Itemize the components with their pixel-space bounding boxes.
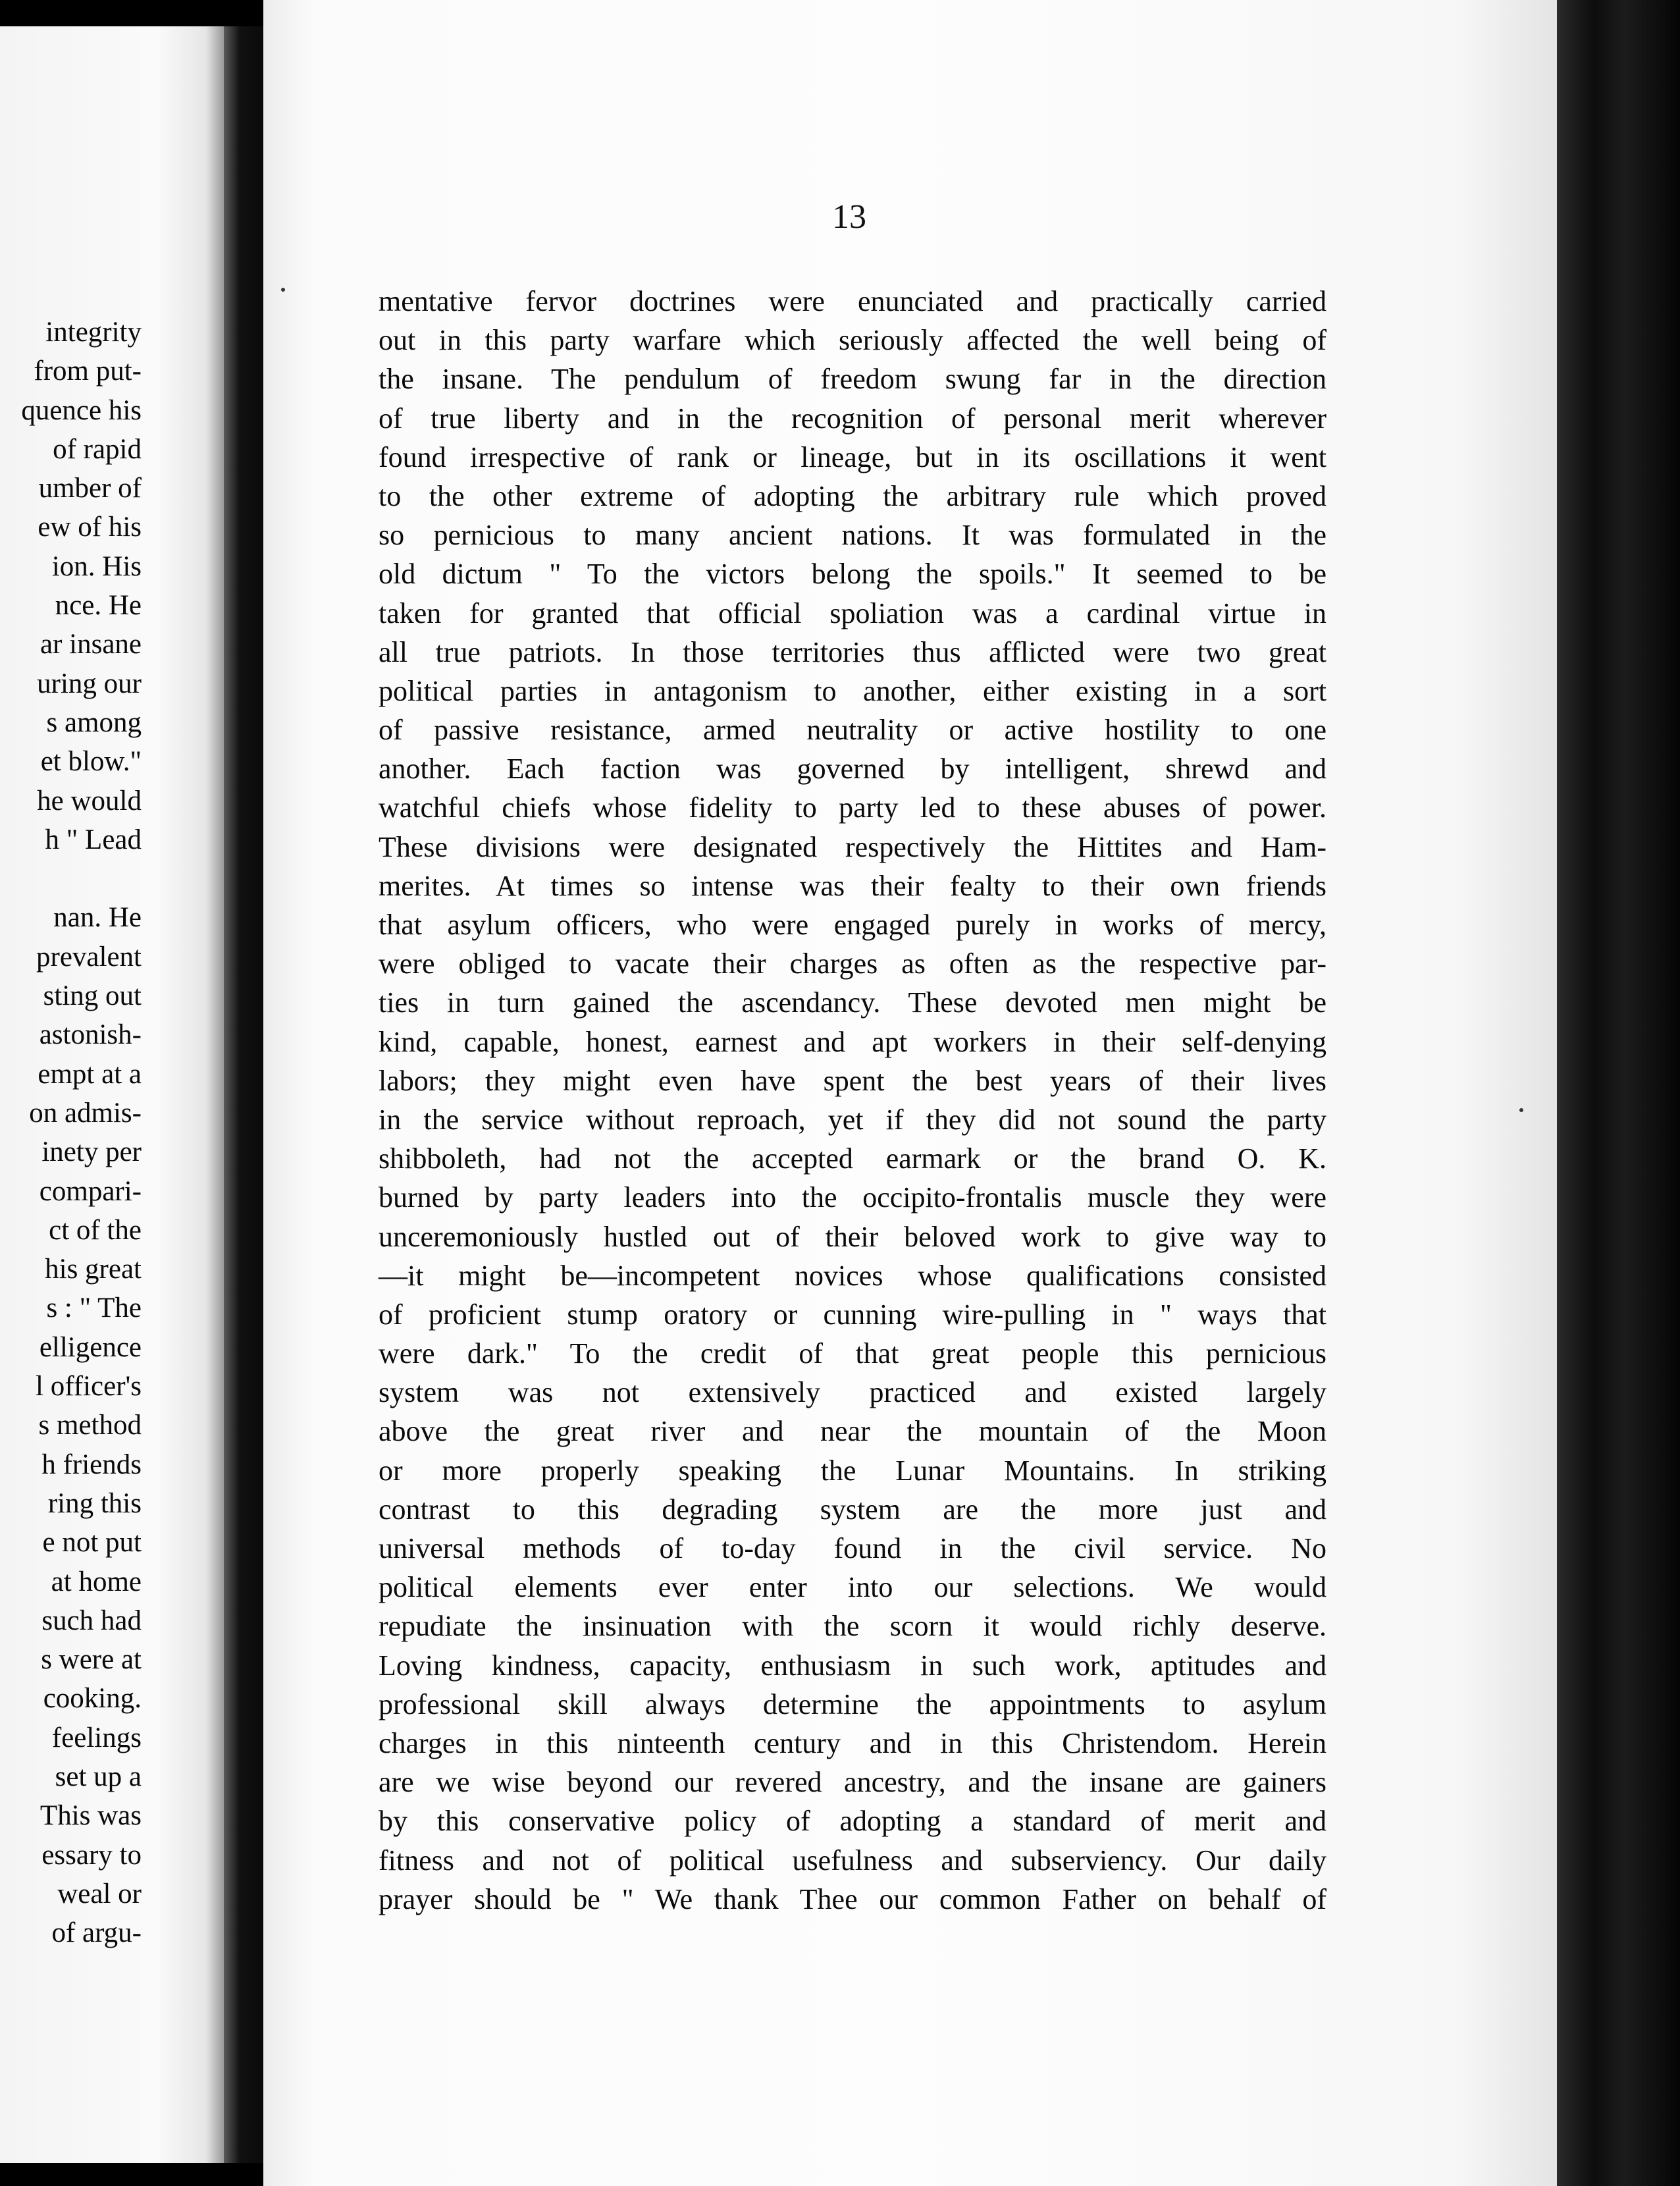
text-line: old dictum " To the victors belong the spoils." It seemed to be bbox=[379, 558, 1326, 591]
left-page-line: h " Lead bbox=[45, 824, 142, 855]
text-line: found irrespective of rank or lineage, but in its oscillations it went bbox=[379, 440, 1326, 473]
text-line: out in this party warfare which seriously affected the well being of bbox=[379, 324, 1326, 357]
left-page-line: set up a bbox=[55, 1761, 142, 1792]
text-line: of passive resistance, armed neutrality or active hostility to one bbox=[379, 714, 1326, 747]
left-page-line bbox=[0, 859, 142, 898]
text-line: in the service without reproach, yet if they did not sound the party bbox=[379, 1103, 1326, 1136]
left-page-line: at home bbox=[51, 1566, 142, 1597]
left-page-line: ion. His bbox=[51, 550, 142, 582]
left-page-line: ar insane bbox=[39, 629, 142, 660]
text-line: kind, capable, honest, earnest and apt workers in their self-denying bbox=[379, 1025, 1326, 1058]
text-line: fitness and not of political usefulness and subserviency. Our daily bbox=[379, 1844, 1326, 1877]
left-page-line: compari- bbox=[39, 1175, 142, 1207]
text-line: to the other extreme of adopting the arbitrary rule which proved bbox=[379, 479, 1326, 512]
text-line: were dark." To the credit of that great people this pernicious bbox=[379, 1337, 1326, 1370]
text-line: that asylum officers, who were engaged purely in works of mercy, bbox=[379, 909, 1326, 941]
left-page-line: he would bbox=[37, 785, 142, 816]
left-page-line: inety per bbox=[41, 1136, 142, 1168]
left-page-line: h friends bbox=[41, 1449, 142, 1480]
left-page-text-fragments bbox=[0, 313, 142, 1952]
text-line: above the great river and near the mountain of the Moon bbox=[379, 1415, 1326, 1448]
left-page-line: prevalent bbox=[36, 941, 142, 973]
left-page-line: l officer's bbox=[36, 1371, 142, 1402]
left-page-line: from put- bbox=[34, 356, 142, 387]
text-line: —it might be—incompetent novices whose qualifications consisted bbox=[379, 1259, 1326, 1292]
text-line: are we wise beyond our revered ancestry, and the insane are gainers bbox=[379, 1766, 1326, 1799]
left-page-line: et blow." bbox=[40, 746, 142, 778]
text-line: universal methods of to-day found in the civil service. No bbox=[379, 1532, 1326, 1564]
left-page-line: ew of his bbox=[38, 512, 142, 543]
page-number: 13 bbox=[832, 198, 866, 236]
body-text bbox=[379, 282, 1326, 1919]
left-page-line: such had bbox=[41, 1605, 142, 1636]
text-line: prayer should be " We thank Thee our common Father on behalf of bbox=[379, 1882, 1326, 1915]
left-page-line: uring our bbox=[37, 668, 142, 699]
text-line: Loving kindness, capacity, enthusiasm in such work, aptitudes and bbox=[379, 1649, 1326, 1682]
ink-speck bbox=[1519, 1108, 1523, 1112]
left-page-line: empt at a bbox=[38, 1058, 142, 1090]
left-page-line: ring this bbox=[47, 1487, 142, 1519]
book-gutter bbox=[224, 26, 263, 2163]
text-line: or more properly speaking the Lunar Mountains. In striking bbox=[379, 1454, 1326, 1487]
text-line: mentative fervor doctrines were enunciated and practically carried bbox=[379, 285, 1326, 317]
text-line: These divisions were designated respectively the Hittites and Ham- bbox=[379, 830, 1326, 863]
left-page-line: cooking. bbox=[43, 1683, 142, 1715]
text-line: of proficient stump oratory or cunning wire-pulling in " ways that bbox=[379, 1298, 1326, 1331]
left-page-line: of rapid bbox=[53, 433, 142, 465]
text-line: system was not extensively practiced and existed largely bbox=[379, 1376, 1326, 1409]
text-line: political parties in antagonism to another, either existing in a sort bbox=[379, 674, 1326, 707]
text-line: all true patriots. In those territories thus afflicted were two great bbox=[379, 635, 1326, 668]
left-page-line: This was bbox=[39, 1800, 142, 1832]
left-page-line: e not put bbox=[42, 1527, 142, 1559]
text-line: burned by party leaders into the occipito-frontalis muscle they were bbox=[379, 1181, 1326, 1214]
text-line: another. Each faction was governed by intelligent, shrewd and bbox=[379, 753, 1326, 786]
left-page-line: s method bbox=[38, 1410, 142, 1441]
left-page-line: umber of bbox=[38, 473, 142, 504]
text-line: professional skill always determine the appointments to asylum bbox=[379, 1688, 1326, 1720]
text-line: were obliged to vacate their charges as often as the respective par- bbox=[379, 947, 1326, 980]
left-page-line: nce. He bbox=[55, 590, 142, 622]
book-edge-shadow bbox=[1557, 0, 1680, 2186]
text-line: ties in turn gained the ascendancy. These devoted men might be bbox=[379, 986, 1326, 1019]
text-line: watchful chiefs whose fidelity to party led to these abuses of power. bbox=[379, 791, 1326, 824]
left-page-line: weal or bbox=[57, 1878, 142, 1909]
left-page-line: essary to bbox=[41, 1839, 142, 1871]
text-line: labors; they might even have spent the best years of their lives bbox=[379, 1064, 1326, 1097]
text-line: by this conservative policy of adopting a standard of merit and bbox=[379, 1805, 1326, 1838]
left-page-line: s : " The bbox=[46, 1293, 142, 1324]
text-line: political elements ever enter into our selections. We would bbox=[379, 1571, 1326, 1604]
left-page-line: sting out bbox=[43, 980, 142, 1012]
left-page-line: on admis- bbox=[29, 1097, 142, 1129]
left-page-line: nan. He bbox=[53, 902, 142, 934]
text-line: merites. At times so intense was their fealty to their own friends bbox=[379, 869, 1326, 902]
left-page-line: feelings bbox=[51, 1722, 142, 1753]
text-line: so pernicious to many ancient nations. It was formulated in the bbox=[379, 519, 1326, 552]
text-line: the insane. The pendulum of freedom swung far in the direction bbox=[379, 363, 1326, 396]
left-page-line: s were at bbox=[41, 1644, 142, 1676]
left-page-line: of argu- bbox=[51, 1917, 142, 1949]
text-line: of true liberty and in the recognition of personal merit wherever bbox=[379, 402, 1326, 435]
left-page-line: his great bbox=[45, 1254, 142, 1285]
left-page-line: elligence bbox=[39, 1331, 142, 1363]
left-page-line: ct of the bbox=[49, 1214, 142, 1246]
text-line: repudiate the insinuation with the scorn it would richly deserve. bbox=[379, 1610, 1326, 1643]
left-facing-page bbox=[0, 26, 224, 2163]
text-line: contrast to this degrading system are the more just and bbox=[379, 1493, 1326, 1526]
left-page-line: integrity bbox=[45, 317, 142, 348]
text-line: charges in this ninteenth century and in this Christendom. Herein bbox=[379, 1726, 1326, 1759]
text-line: unceremoniously hustled out of their beloved work to give way to bbox=[379, 1220, 1326, 1253]
text-line: shibboleth, had not the accepted earmark or the brand O. K. bbox=[379, 1142, 1326, 1175]
left-page-line: astonish- bbox=[39, 1019, 142, 1051]
left-page-line: quence his bbox=[21, 394, 142, 426]
ink-speck bbox=[281, 288, 285, 292]
text-line: taken for granted that official spoliation was a cardinal virtue in bbox=[379, 597, 1326, 629]
left-page-line: s among bbox=[46, 706, 142, 738]
